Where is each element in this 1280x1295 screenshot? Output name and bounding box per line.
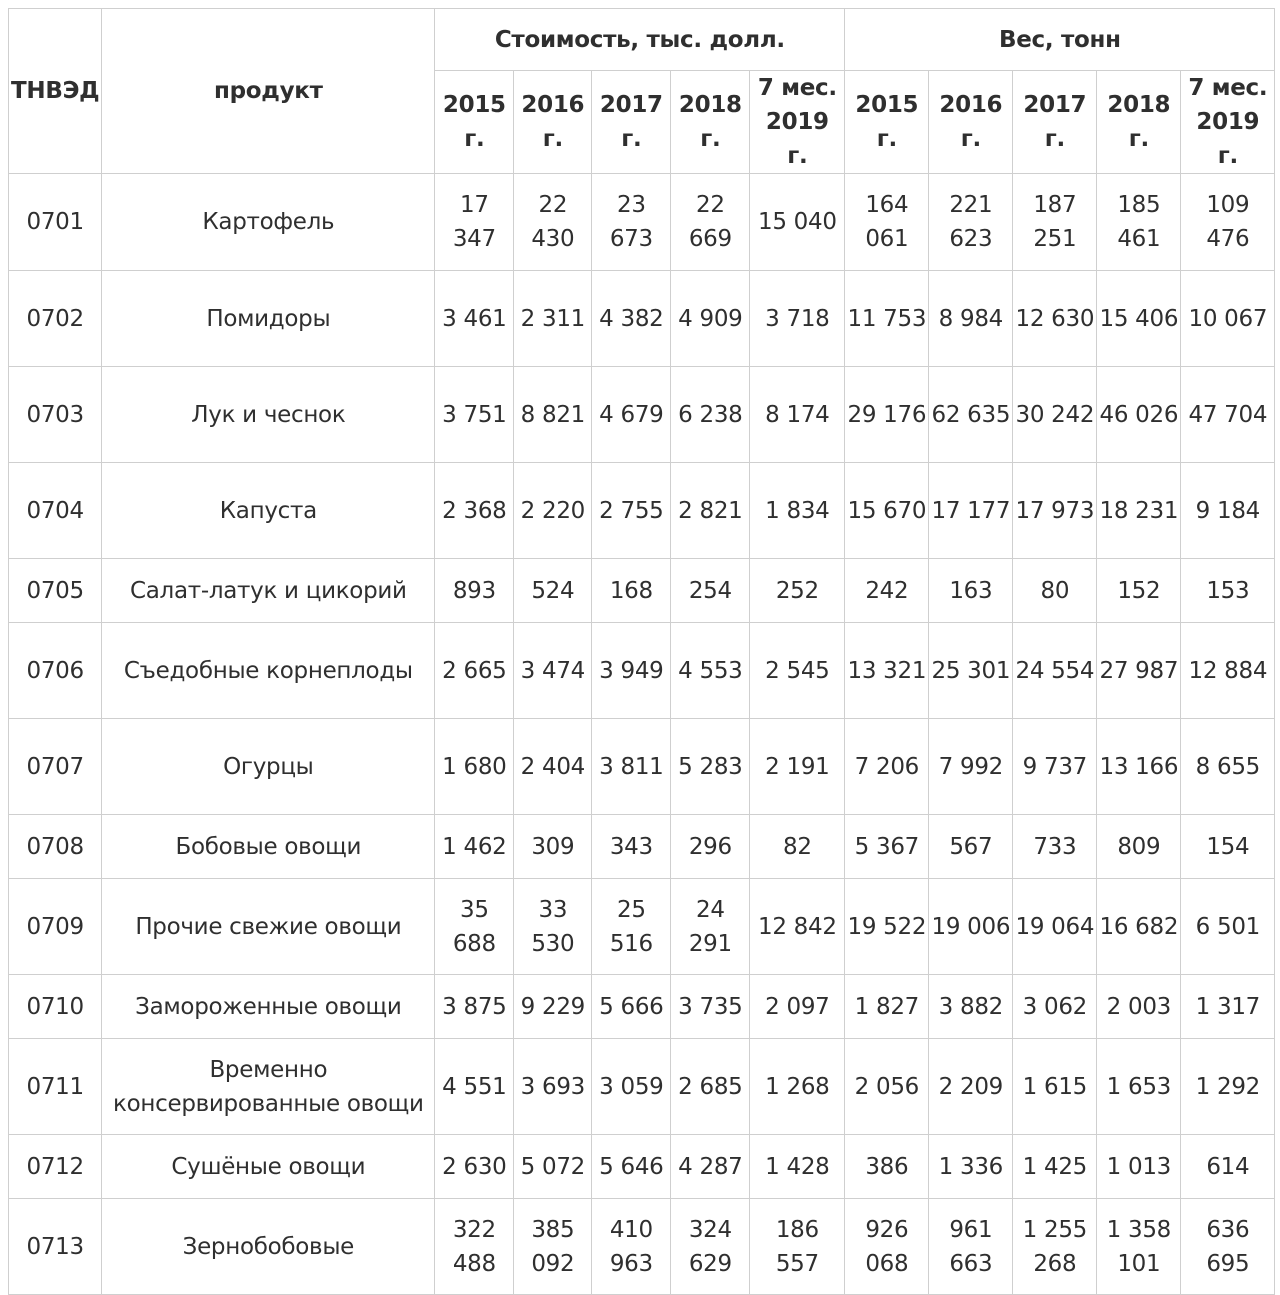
cell-weight: 1 425 (1013, 1135, 1097, 1199)
cell-weight: 8 655 (1181, 719, 1275, 815)
cell-value: 3 875 (435, 975, 514, 1039)
cell-product: Огурцы (102, 719, 435, 815)
header-value-year: 2016 г. (514, 71, 592, 174)
cell-weight: 19 064 (1013, 879, 1097, 975)
cell-weight: 567 (929, 815, 1013, 879)
cell-code: 0711 (9, 1039, 102, 1135)
cell-value: 2 220 (514, 463, 592, 559)
cell-value: 15 040 (750, 174, 845, 271)
cell-weight: 13 166 (1097, 719, 1181, 815)
cell-weight: 614 (1181, 1135, 1275, 1199)
cell-weight: 1 653 (1097, 1039, 1181, 1135)
cell-weight: 1 336 (929, 1135, 1013, 1199)
cell-value: 410 963 (592, 1199, 671, 1295)
cell-weight: 19 006 (929, 879, 1013, 975)
cell-weight: 47 704 (1181, 367, 1275, 463)
cell-product: Салат-латук и цикорий (102, 559, 435, 623)
header-weight-year: 2018 г. (1097, 71, 1181, 174)
cell-value: 1 268 (750, 1039, 845, 1135)
cell-value: 2 368 (435, 463, 514, 559)
header-value-year: 2017 г. (592, 71, 671, 174)
cell-weight: 1 358 101 (1097, 1199, 1181, 1295)
cell-weight: 636 695 (1181, 1199, 1275, 1295)
table-row (9, 1135, 1275, 1199)
cell-value: 24 291 (671, 879, 750, 975)
table-row (9, 815, 1275, 879)
cell-value: 2 685 (671, 1039, 750, 1135)
cell-weight: 8 984 (929, 271, 1013, 367)
cell-weight: 1 615 (1013, 1039, 1097, 1135)
header-weight-year: 2016 г. (929, 71, 1013, 174)
header-value-year: 7 мес. 2019 г. (750, 71, 845, 174)
cell-value: 324 629 (671, 1199, 750, 1295)
header-weight-year: 2015 г. (845, 71, 929, 174)
cell-weight: 24 554 (1013, 623, 1097, 719)
cell-value: 3 461 (435, 271, 514, 367)
cell-value: 254 (671, 559, 750, 623)
cell-weight: 242 (845, 559, 929, 623)
cell-value: 3 811 (592, 719, 671, 815)
header-product: продукт (102, 9, 435, 174)
table-row (9, 623, 1275, 719)
cell-value: 1 680 (435, 719, 514, 815)
cell-value: 2 545 (750, 623, 845, 719)
cell-value: 3 693 (514, 1039, 592, 1135)
cell-weight: 1 255 268 (1013, 1199, 1097, 1295)
cell-code: 0704 (9, 463, 102, 559)
cell-code: 0701 (9, 174, 102, 271)
cell-weight: 164 061 (845, 174, 929, 271)
table-row (9, 1199, 1275, 1295)
cell-value: 25 516 (592, 879, 671, 975)
cell-value: 2 097 (750, 975, 845, 1039)
cell-product: Сушёные овощи (102, 1135, 435, 1199)
cell-weight: 11 753 (845, 271, 929, 367)
cell-weight: 9 737 (1013, 719, 1097, 815)
table-row (9, 879, 1275, 975)
cell-weight: 30 242 (1013, 367, 1097, 463)
cell-weight: 1 827 (845, 975, 929, 1039)
cell-value: 5 646 (592, 1135, 671, 1199)
cell-value: 385 092 (514, 1199, 592, 1295)
cell-weight: 926 068 (845, 1199, 929, 1295)
cell-value: 22 669 (671, 174, 750, 271)
cell-value: 3 751 (435, 367, 514, 463)
cell-weight: 16 682 (1097, 879, 1181, 975)
cell-value: 6 238 (671, 367, 750, 463)
cell-value: 23 673 (592, 174, 671, 271)
cell-weight: 221 623 (929, 174, 1013, 271)
cell-weight: 1 292 (1181, 1039, 1275, 1135)
header-value-group: Стоимость, тыс. долл. (435, 9, 845, 71)
cell-value: 2 755 (592, 463, 671, 559)
cell-weight: 1 317 (1181, 975, 1275, 1039)
cell-value: 12 842 (750, 879, 845, 975)
table-row (9, 719, 1275, 815)
vegetables-trade-table (8, 8, 1275, 1295)
cell-weight: 809 (1097, 815, 1181, 879)
cell-weight: 5 367 (845, 815, 929, 879)
cell-value: 322 488 (435, 1199, 514, 1295)
cell-value: 4 553 (671, 623, 750, 719)
cell-weight: 19 522 (845, 879, 929, 975)
cell-value: 5 666 (592, 975, 671, 1039)
cell-product: Замороженные овощи (102, 975, 435, 1039)
cell-value: 17 347 (435, 174, 514, 271)
cell-value: 2 821 (671, 463, 750, 559)
cell-weight: 2 209 (929, 1039, 1013, 1135)
cell-weight: 961 663 (929, 1199, 1013, 1295)
header-weight-group: Вес, тонн (845, 9, 1275, 71)
cell-product: Картофель (102, 174, 435, 271)
header-code: ТНВЭД (9, 9, 102, 174)
cell-weight: 109 476 (1181, 174, 1275, 271)
cell-code: 0712 (9, 1135, 102, 1199)
cell-weight: 12 884 (1181, 623, 1275, 719)
cell-value: 1 834 (750, 463, 845, 559)
cell-weight: 15 406 (1097, 271, 1181, 367)
cell-weight: 80 (1013, 559, 1097, 623)
table-row (9, 975, 1275, 1039)
cell-weight: 17 973 (1013, 463, 1097, 559)
cell-value: 2 630 (435, 1135, 514, 1199)
cell-weight: 27 987 (1097, 623, 1181, 719)
cell-product: Капуста (102, 463, 435, 559)
cell-weight: 153 (1181, 559, 1275, 623)
cell-code: 0710 (9, 975, 102, 1039)
cell-weight: 163 (929, 559, 1013, 623)
cell-value: 8 174 (750, 367, 845, 463)
header-value-year: 2018 г. (671, 71, 750, 174)
cell-product: Прочие свежие овощи (102, 879, 435, 975)
cell-value: 3 949 (592, 623, 671, 719)
cell-weight: 12 630 (1013, 271, 1097, 367)
header-weight-year: 2017 г. (1013, 71, 1097, 174)
cell-weight: 10 067 (1181, 271, 1275, 367)
cell-product: Бобовые овощи (102, 815, 435, 879)
cell-value: 296 (671, 815, 750, 879)
cell-weight: 185 461 (1097, 174, 1181, 271)
cell-product: Зернобобовые (102, 1199, 435, 1295)
cell-weight: 154 (1181, 815, 1275, 879)
cell-code: 0705 (9, 559, 102, 623)
cell-value: 2 191 (750, 719, 845, 815)
cell-weight: 62 635 (929, 367, 1013, 463)
cell-code: 0706 (9, 623, 102, 719)
cell-value: 3 474 (514, 623, 592, 719)
cell-value: 3 735 (671, 975, 750, 1039)
cell-value: 33 530 (514, 879, 592, 975)
cell-value: 1 428 (750, 1135, 845, 1199)
cell-value: 2 665 (435, 623, 514, 719)
table-row (9, 463, 1275, 559)
cell-weight: 25 301 (929, 623, 1013, 719)
cell-value: 309 (514, 815, 592, 879)
cell-value: 524 (514, 559, 592, 623)
cell-value: 5 283 (671, 719, 750, 815)
cell-code: 0703 (9, 367, 102, 463)
cell-product: Съедобные корнеплоды (102, 623, 435, 719)
cell-weight: 2 056 (845, 1039, 929, 1135)
cell-weight: 13 321 (845, 623, 929, 719)
cell-value: 22 430 (514, 174, 592, 271)
cell-weight: 2 003 (1097, 975, 1181, 1039)
cell-value: 3 718 (750, 271, 845, 367)
cell-value: 4 382 (592, 271, 671, 367)
cell-weight: 15 670 (845, 463, 929, 559)
cell-weight: 3 062 (1013, 975, 1097, 1039)
cell-code: 0709 (9, 879, 102, 975)
cell-weight: 1 013 (1097, 1135, 1181, 1199)
table-row (9, 367, 1275, 463)
cell-value: 4 909 (671, 271, 750, 367)
cell-weight: 9 184 (1181, 463, 1275, 559)
cell-value: 186 557 (750, 1199, 845, 1295)
cell-value: 252 (750, 559, 845, 623)
cell-weight: 7 992 (929, 719, 1013, 815)
table-row (9, 1039, 1275, 1135)
cell-code: 0707 (9, 719, 102, 815)
cell-value: 4 679 (592, 367, 671, 463)
header-weight-year: 7 мес. 2019 г. (1181, 71, 1275, 174)
cell-weight: 733 (1013, 815, 1097, 879)
cell-product: Временно консервированные овощи (102, 1039, 435, 1135)
cell-value: 35 688 (435, 879, 514, 975)
table-row (9, 271, 1275, 367)
cell-weight: 6 501 (1181, 879, 1275, 975)
cell-code: 0713 (9, 1199, 102, 1295)
cell-weight: 7 206 (845, 719, 929, 815)
header-value-year: 2015 г. (435, 71, 514, 174)
cell-weight: 29 176 (845, 367, 929, 463)
cell-value: 2 404 (514, 719, 592, 815)
table-row (9, 174, 1275, 271)
cell-value: 168 (592, 559, 671, 623)
cell-weight: 3 882 (929, 975, 1013, 1039)
cell-value: 3 059 (592, 1039, 671, 1135)
cell-value: 893 (435, 559, 514, 623)
cell-code: 0708 (9, 815, 102, 879)
cell-weight: 187 251 (1013, 174, 1097, 271)
cell-value: 82 (750, 815, 845, 879)
cell-code: 0702 (9, 271, 102, 367)
cell-weight: 386 (845, 1135, 929, 1199)
cell-value: 9 229 (514, 975, 592, 1039)
cell-weight: 46 026 (1097, 367, 1181, 463)
cell-weight: 18 231 (1097, 463, 1181, 559)
cell-weight: 17 177 (929, 463, 1013, 559)
cell-product: Лук и чеснок (102, 367, 435, 463)
table-body (9, 174, 1275, 1295)
table-row (9, 559, 1275, 623)
cell-value: 343 (592, 815, 671, 879)
cell-value: 5 072 (514, 1135, 592, 1199)
cell-value: 1 462 (435, 815, 514, 879)
cell-value: 4 287 (671, 1135, 750, 1199)
cell-value: 2 311 (514, 271, 592, 367)
cell-weight: 152 (1097, 559, 1181, 623)
cell-value: 8 821 (514, 367, 592, 463)
cell-product: Помидоры (102, 271, 435, 367)
cell-value: 4 551 (435, 1039, 514, 1135)
